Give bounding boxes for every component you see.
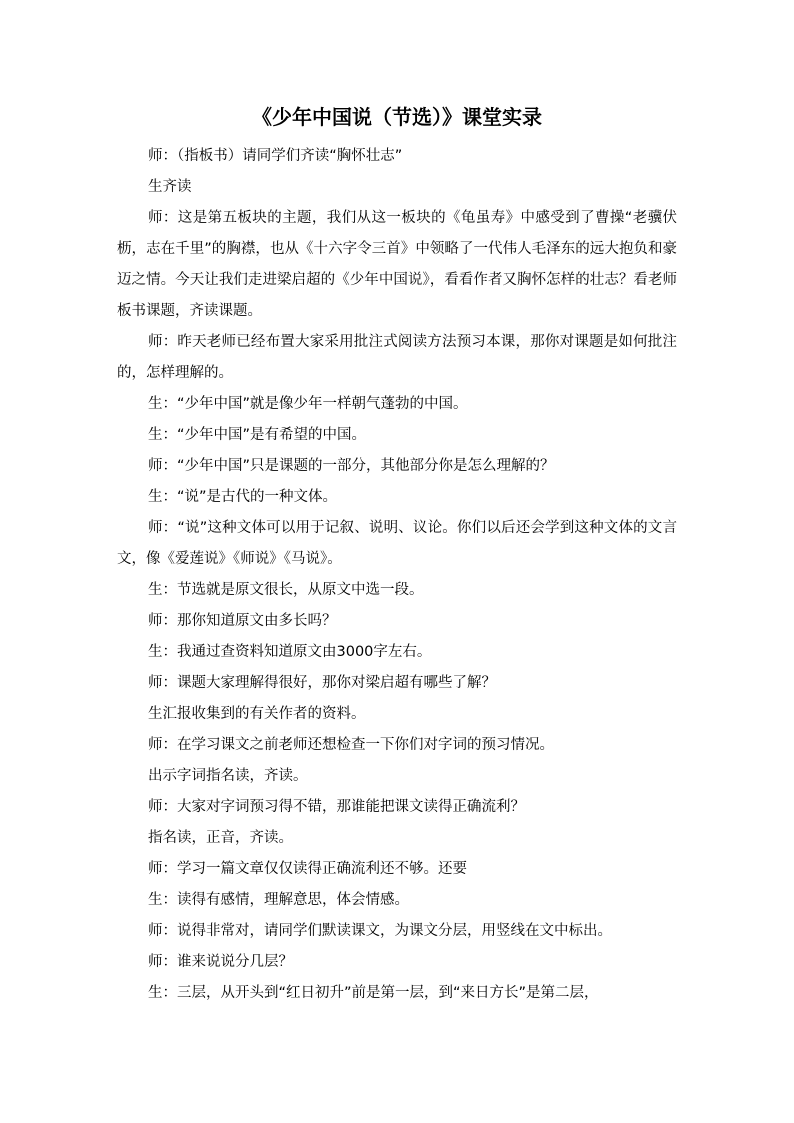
paragraph: 生：“少年中国”就是像少年一样朝气蓬勃的中国。 xyxy=(148,396,468,412)
paragraph: 生：我通过查资料知道原文由3000字左右。 xyxy=(148,644,432,660)
paragraph: 生：节选就是原文很长，从原文中选一段。 xyxy=(148,582,424,598)
paragraph: 师：昨天老师已经布置大家采用批注式阅读方法预习本课，那你对课题是如何批注的，怎样理解的。 xyxy=(117,334,677,381)
paragraph: 师：学习一篇文章仅仅读得正确流利还不够。还要 xyxy=(148,861,467,877)
paragraph: 出示字词指名读，齐读。 xyxy=(148,768,308,784)
paragraph: 师：这是第五板块的主题，我们从这一板块的《龟虽寿》中感受到了曹操“老骥伏枥，志在千里”的胸襟，也从《十六字令三首》中领略了一代伟人毛泽东的远大抱负和豪迈之情。今天让我们走进梁启超的《少年中国说》，看看作者又胸怀怎样的壮志？看老师板书课题，齐读课题。 xyxy=(117,210,677,319)
paragraph: 指名读，正音，齐读。 xyxy=(148,830,293,846)
paragraph: 生：“少年中国”是有希望的中国。 xyxy=(148,427,367,443)
paragraph: 生：“说”是古代的一种文体。 xyxy=(148,489,338,505)
paragraph: 生齐读 xyxy=(148,179,192,195)
paragraph: 师：说得非常对，请同学们默读课文，为课文分层，用竖线在文中标出。 xyxy=(148,923,612,939)
paragraph: 师：谁来说说分几层？ xyxy=(148,954,293,970)
paragraph: 师：在学习课文之前老师还想检查一下你们对字词的预习情况。 xyxy=(148,737,554,753)
paragraph: 生汇报收集到的有关作者的资料。 xyxy=(148,706,366,722)
paragraph: 师：“少年中国”只是课题的一部分，其他部分你是怎么理解的？ xyxy=(148,458,555,474)
paragraph: 师：（指板书）请同学们齐读“胸怀壮志” xyxy=(148,148,403,164)
paragraph: 师：“说”这种文体可以用于记叙、说明、议论。你们以后还会学到这种文体的文言文，像《爱莲说》《师说》《马说》。 xyxy=(117,520,677,567)
paragraph: 生：读得有感情，理解意思，体会情感。 xyxy=(148,892,409,908)
document-title: 《少年中国说（节选）》课堂实录 xyxy=(252,105,542,129)
paragraph: 生：三层，从开头到“红日初升”前是第一层，到“来日方长”是第二层， xyxy=(148,985,599,1001)
document-body xyxy=(117,141,677,1009)
paragraph: 师：课题大家理解得很好，那你对梁启超有哪些了解？ xyxy=(148,675,496,691)
paragraph: 师：那你知道原文由多长吗？ xyxy=(148,613,337,629)
paragraph: 师：大家对字词预习得不错，那谁能把课文读得正确流利？ xyxy=(148,799,525,815)
